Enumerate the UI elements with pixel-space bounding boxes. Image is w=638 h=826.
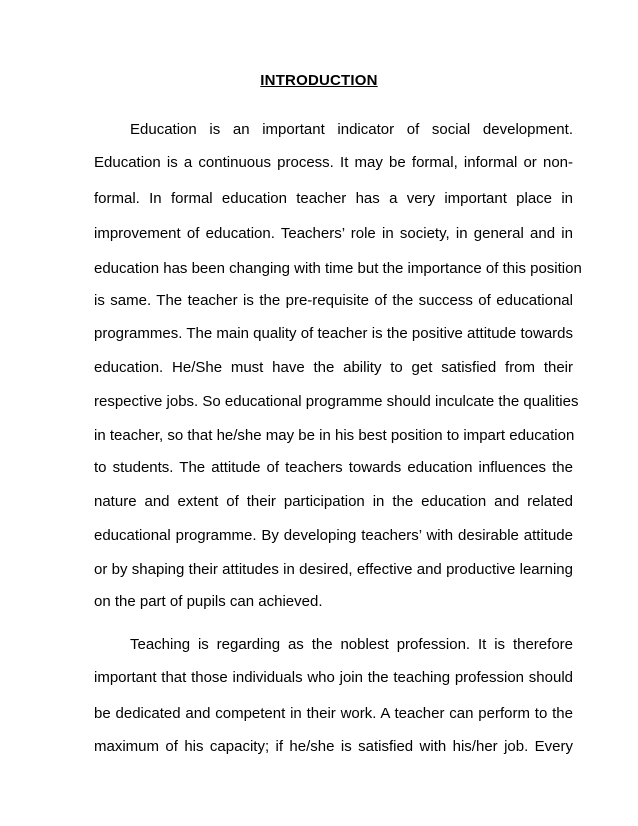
paragraph-1-line: educational programme. By developing teachers’ with desirable attitude xyxy=(94,527,573,544)
paragraph-1-line: to students. The attitude of teachers towards education influences the xyxy=(94,459,573,476)
paragraph-1-line: education. He/She must have the ability to get satisfied from their xyxy=(94,359,573,376)
paragraph-2-line: maximum of his capacity; if he/she is satisfied with his/her job. Every xyxy=(94,738,573,755)
paragraph-2-line: be dedicated and competent in their work. A teacher can perform to the xyxy=(94,705,573,722)
paragraph-1-line: respective jobs. So educational programme should inculcate the qualities xyxy=(94,393,579,410)
paragraph-1-line: on the part of pupils can achieved. xyxy=(94,593,323,610)
paragraph-1-line: formal. In formal education teacher has a very important place in xyxy=(94,190,573,207)
paragraph-1-line: improvement of education. Teachers’ role in society, in general and in xyxy=(94,225,573,242)
paragraph-1-line: nature and extent of their participation in the education and related xyxy=(94,493,573,510)
paragraph-1-line: in teacher, so that he/she may be in his best position to impart education xyxy=(94,427,575,444)
paragraph-1-line: or by shaping their attitudes in desired, effective and productive learning xyxy=(94,561,573,578)
paragraph-1-line: programmes. The main quality of teacher is the positive attitude towards xyxy=(94,325,573,342)
paragraph-1-line: Education is a continuous process. It may be formal, informal or non- xyxy=(94,154,573,171)
paragraph-1-line: education has been changing with time but the importance of this position xyxy=(94,260,582,277)
paragraph-2-line: important that those individuals who join the teaching profession should xyxy=(94,669,573,686)
paragraph-1-line: Education is an important indicator of social development. xyxy=(130,121,573,138)
page-title: INTRODUCTION xyxy=(260,72,378,89)
paragraph-1-line: is same. The teacher is the pre-requisite of the success of educational xyxy=(94,292,573,309)
paragraph-2-line: Teaching is regarding as the noblest profession. It is therefore xyxy=(130,636,573,653)
